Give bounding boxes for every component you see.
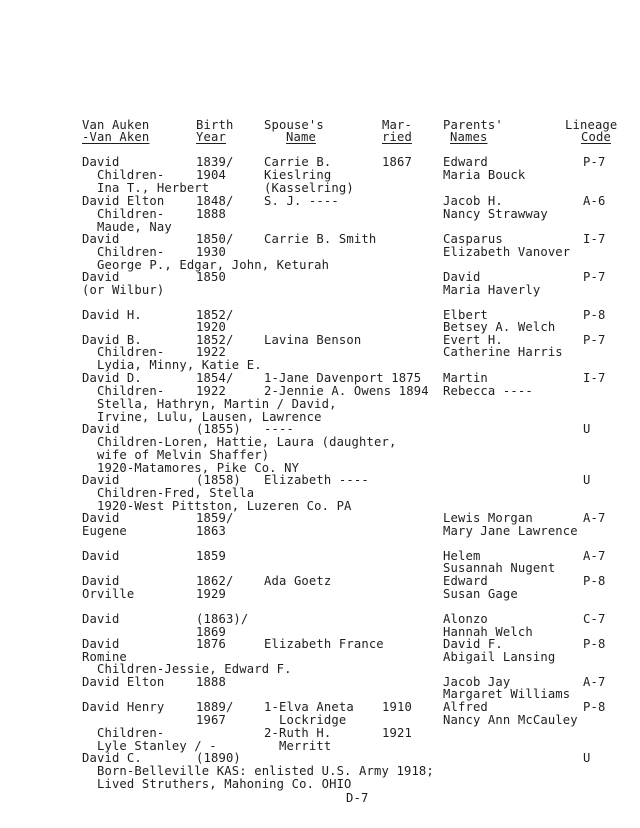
spouse-cell: Elizabeth ---- xyxy=(264,473,369,487)
entry-name-cell: Maude, Nay xyxy=(82,220,172,234)
parents-cell: Nancy Strawway xyxy=(443,207,548,221)
birth-year-cell: 1862/ xyxy=(196,574,234,588)
lineage-code-cell: U xyxy=(583,473,591,487)
parents-cell: Hannah Welch xyxy=(443,625,533,639)
entry-name-cell: Romine xyxy=(82,650,127,664)
entry-name-cell: David H. xyxy=(82,308,142,322)
birth-year-cell: (1890) xyxy=(196,751,241,765)
spouse-cell: 2-Jennie A. Owens 1894 xyxy=(264,384,429,398)
lineage-code-cell: I-7 xyxy=(583,232,606,246)
birth-year-cell: 1930 xyxy=(196,245,226,259)
entry-name-cell: 1920-Matamores, Pike Co. NY xyxy=(82,461,300,475)
birth-year-cell: 1850/ xyxy=(196,232,234,246)
lineage-code-cell: P-7 xyxy=(583,155,606,169)
header-van-aken: -Van Aken xyxy=(82,130,150,144)
birth-year-cell: 1889/ xyxy=(196,700,234,714)
lineage-code-cell: P-7 xyxy=(583,333,606,347)
birth-year-cell: 1904 xyxy=(196,168,226,182)
lineage-code-cell: P-7 xyxy=(583,270,606,284)
header-ried: ried xyxy=(382,130,412,144)
birth-year-cell: 1876 xyxy=(196,637,226,651)
spouse-cell: Carrie B. Smith xyxy=(264,232,377,246)
lineage-code-cell: U xyxy=(583,751,591,765)
parents-cell: Edward xyxy=(443,155,488,169)
spouse-cell: Ada Goetz xyxy=(264,574,332,588)
lineage-code-cell: P-8 xyxy=(583,574,606,588)
spouse-cell: S. J. ---- xyxy=(264,194,339,208)
parents-cell: Lewis Morgan xyxy=(443,511,533,525)
birth-year-cell: 1850 xyxy=(196,270,226,284)
entry-name-cell: Eugene xyxy=(82,524,127,538)
married-year-cell: 1921 xyxy=(382,726,412,740)
entry-name-cell: Born-Belleville KAS: enlisted U.S. Army 1918; xyxy=(82,764,434,778)
header-van-auken: Van Auken xyxy=(82,118,150,132)
header-parents: Parents' xyxy=(443,118,503,132)
birth-year-cell: (1863)/ xyxy=(196,612,249,626)
entry-name-cell: David xyxy=(82,511,120,525)
entry-name-cell: David xyxy=(82,637,120,651)
parents-cell: Maria Haverly xyxy=(443,283,541,297)
entry-name-cell: Lyle Stanley / - xyxy=(82,739,217,753)
birth-year-cell: 1888 xyxy=(196,207,226,221)
birth-year-cell: (1858) xyxy=(196,473,241,487)
entry-name-cell: David Elton xyxy=(82,194,165,208)
parents-cell: Maria Bouck xyxy=(443,168,526,182)
entry-name-cell: David xyxy=(82,574,120,588)
entry-name-cell: Ina T., Herbert xyxy=(82,181,210,195)
spouse-cell: 1-Jane Davenport 1875 xyxy=(264,371,422,385)
entry-name-cell: David xyxy=(82,549,120,563)
parents-cell: Margaret Williams xyxy=(443,687,571,701)
lineage-code-cell: A-7 xyxy=(583,549,606,563)
married-year-cell: 1910 xyxy=(382,700,412,714)
entry-name-cell: Children- xyxy=(82,726,165,740)
parents-cell: Alfred xyxy=(443,700,488,714)
header-spouses: Spouse's xyxy=(264,118,324,132)
header-lineage: Lineage xyxy=(565,118,618,132)
entry-name-cell: David xyxy=(82,232,120,246)
lineage-code-cell: A-7 xyxy=(583,675,606,689)
spouse-cell: ---- xyxy=(264,422,294,436)
parents-cell: Nancy Ann McCauley xyxy=(443,713,578,727)
entry-name-cell: Children- xyxy=(82,384,165,398)
spouse-cell: (Kasselring) xyxy=(264,181,354,195)
entry-name-cell: David xyxy=(82,612,120,626)
entry-name-cell: David D. xyxy=(82,371,142,385)
parents-cell: Mary Jane Lawrence xyxy=(443,524,578,538)
header-names: Names xyxy=(450,130,488,144)
parents-cell: Martin xyxy=(443,371,488,385)
entry-name-cell: wife of Melvin Shaffer) xyxy=(82,448,270,462)
spouse-cell: Lavina Benson xyxy=(264,333,362,347)
parents-cell: Casparus xyxy=(443,232,503,246)
entry-name-cell: Lived Struthers, Mahoning Co. OHIO xyxy=(82,777,352,791)
entry-name-cell: Children- xyxy=(82,207,165,221)
lineage-code-cell: P-8 xyxy=(583,700,606,714)
header-year: Year xyxy=(196,130,226,144)
entry-name-cell: Stella, Hathryn, Martin / David, xyxy=(82,397,337,411)
parents-cell: Alonzo xyxy=(443,612,488,626)
birth-year-cell: 1920 xyxy=(196,320,226,334)
spouse-cell: 2-Ruth H. xyxy=(264,726,332,740)
birth-year-cell: (1855) xyxy=(196,422,241,436)
birth-year-cell: 1852/ xyxy=(196,308,234,322)
birth-year-cell: 1929 xyxy=(196,587,226,601)
entry-name-cell: David xyxy=(82,422,120,436)
birth-year-cell: 1888 xyxy=(196,675,226,689)
parents-cell: Abigail Lansing xyxy=(443,650,556,664)
birth-year-cell: 1839/ xyxy=(196,155,234,169)
birth-year-cell: 1854/ xyxy=(196,371,234,385)
entry-name-cell: 1920-West Pittston, Luzeren Co. PA xyxy=(82,499,352,513)
parents-cell: Elbert xyxy=(443,308,488,322)
parents-cell: Elizabeth Vanover xyxy=(443,245,571,259)
entry-name-cell: Children-Fred, Stella xyxy=(82,486,255,500)
birth-year-cell: 1859 xyxy=(196,549,226,563)
parents-cell: Rebecca ---- xyxy=(443,384,533,398)
parents-cell: David F. xyxy=(443,637,503,651)
lineage-code-cell: P-8 xyxy=(583,637,606,651)
parents-cell: Catherine Harris xyxy=(443,345,563,359)
entry-name-cell: Orville xyxy=(82,587,135,601)
entry-name-cell: David B. xyxy=(82,333,142,347)
spouse-cell: Kieslring xyxy=(264,168,332,182)
birth-year-cell: 1848/ xyxy=(196,194,234,208)
birth-year-cell: 1922 xyxy=(196,345,226,359)
parents-cell: Betsey A. Welch xyxy=(443,320,556,334)
birth-year-cell: 1869 xyxy=(196,625,226,639)
header-mar: Mar- xyxy=(382,118,412,132)
parents-cell: Evert H. xyxy=(443,333,503,347)
header-birth: Birth xyxy=(196,118,234,132)
entry-name-cell: Children- xyxy=(82,168,165,182)
lineage-code-cell: A-6 xyxy=(583,194,606,208)
lineage-code-cell: P-8 xyxy=(583,308,606,322)
parents-cell: Edward xyxy=(443,574,488,588)
parents-cell: Susannah Nugent xyxy=(443,561,556,575)
spouse-cell: Merritt xyxy=(264,739,332,753)
spouse-cell: Elizabeth France xyxy=(264,637,384,651)
entry-name-cell: David Henry xyxy=(82,700,165,714)
entry-name-cell: David C. xyxy=(82,751,142,765)
spouse-cell: Carrie B. xyxy=(264,155,332,169)
birth-year-cell: 1863 xyxy=(196,524,226,538)
spouse-cell: Lockridge xyxy=(264,713,347,727)
entry-name-cell: Children-Jessie, Edward F. xyxy=(82,662,292,676)
entry-name-cell: Children- xyxy=(82,245,165,259)
entry-name-cell: David xyxy=(82,155,120,169)
birth-year-cell: 1967 xyxy=(196,713,226,727)
lineage-code-cell: C-7 xyxy=(583,612,606,626)
entry-name-cell: David Elton xyxy=(82,675,165,689)
page-number: D-7 xyxy=(346,791,369,805)
entry-name-cell: Children-Loren, Hattie, Laura (daughter, xyxy=(82,435,397,449)
birth-year-cell: 1922 xyxy=(196,384,226,398)
header-code: Code xyxy=(581,130,611,144)
entry-name-cell: Irvine, Lulu, Lausen, Lawrence xyxy=(82,410,322,424)
parents-cell: Jacob Jay xyxy=(443,675,511,689)
parents-cell: Susan Gage xyxy=(443,587,518,601)
parents-cell: David xyxy=(443,270,481,284)
lineage-code-cell: I-7 xyxy=(583,371,606,385)
entry-name-cell: George P., Edgar, John, Keturah xyxy=(82,258,330,272)
entry-name-cell: Lydia, Minny, Katie E. xyxy=(82,358,262,372)
header-name: Name xyxy=(286,130,316,144)
entry-name-cell: David xyxy=(82,473,120,487)
parents-cell: Helem xyxy=(443,549,481,563)
married-year-cell: 1867 xyxy=(382,155,412,169)
lineage-code-cell: U xyxy=(583,422,591,436)
entry-name-cell: David xyxy=(82,270,120,284)
entry-name-cell: (or Wilbur) xyxy=(82,283,165,297)
birth-year-cell: 1852/ xyxy=(196,333,234,347)
entry-name-cell: Children- xyxy=(82,345,165,359)
spouse-cell: 1-Elva Aneta xyxy=(264,700,354,714)
lineage-code-cell: A-7 xyxy=(583,511,606,525)
birth-year-cell: 1859/ xyxy=(196,511,234,525)
parents-cell: Jacob H. xyxy=(443,194,503,208)
